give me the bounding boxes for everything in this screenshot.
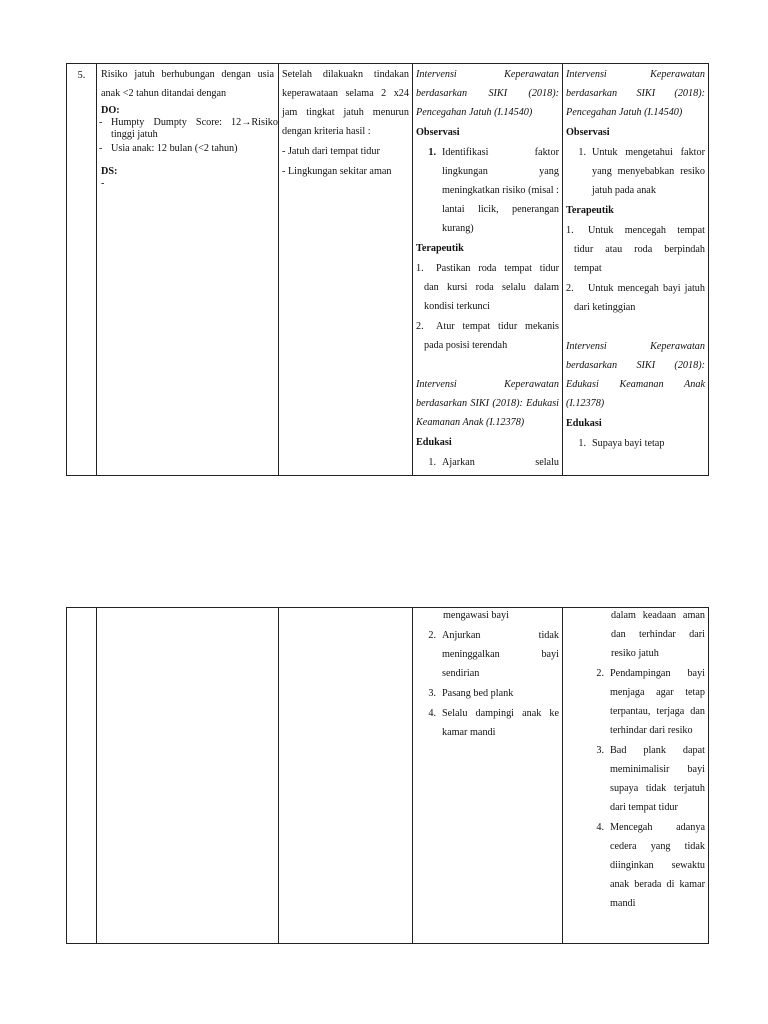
siki-reference: Intervensi Keperawatan berdasarkan SIKI (2018): Edukasi Keamanan Anak (I.12378) [566,341,705,409]
diagnosis-cell [97,608,279,944]
list-item: 2. Anjurkan tidak meninggalkan bayi sendirian [428,630,559,679]
list-item: 2. Atur tempat tidur mekanis pada posisi terendah [416,321,559,351]
siki-reference: Intervensi Keperawatan berdasarkan SIKI (2018): Pencegahan Jatuh (I.14540) [416,69,559,118]
outcome-intro: Setelah dilakuakn tindakan keperawataan selama 2 x24 jam tingkat jatuh menurun dengan kriteria hasil : [282,69,409,137]
terapeutik-label: Terapeutik [566,205,614,216]
do-list [97,117,278,155]
rationale-cell [563,64,709,476]
list-item: 1. Pastikan roda tempat tidur dan kursi roda selalu dalam kondisi terkunci [416,263,559,312]
diagnosis-statement: Risiko jatuh berhubungan dengan usia anak <2 tahun ditandai dengan [101,69,274,99]
edukasi-label: Edukasi [566,418,602,429]
list-item: 3. Bad plank dapat meminimalisir bayi supaya tidak terjatuh dari tempat tidur [596,745,705,813]
diagnosis-cell [97,64,279,476]
list-item: 1. Untuk mencegah tempat tidur atau roda berpindah tempat [566,225,705,274]
list-item: 4. Selalu dampingi anak ke kamar mandi [428,708,559,738]
list-item: 1. Identifikasi faktor lingkungan yang meningkatkan risiko (misal : lantai licik, penerangan kurang) [428,147,559,234]
outcome-item: - Lingkungan sekitar aman [282,166,392,177]
care-plan-table-page-2 [66,607,709,944]
table-row [67,608,709,944]
number-cell [67,64,97,476]
table-row [67,64,709,476]
list-item: 4. Mencegah adanya cedera yang tidak diinginkan sewaktu anak berada di kamar mandi [596,822,705,909]
terapeutik-label: Terapeutik [416,243,464,254]
list-item: 1. Supaya bayi tetap [578,438,665,449]
list-item: - Humpty Dumpty Score: 12→Risiko tinggi jatuh [99,117,278,140]
continuation-text: mengawasi bayi [443,610,509,621]
row-number: 5. [77,70,86,81]
number-cell [67,608,97,944]
observasi-label: Observasi [416,127,460,138]
outcome-cell [279,64,413,476]
list-item: 2. Pendampingan bayi menjaga agar tetap terpantau, terjaga dan terhindar dari resiko [596,668,705,736]
list-item: - Usia anak: 12 bulan (<2 tahun) [99,143,238,154]
ds-value: - [101,178,105,189]
continuation-text: dalam keadaan aman dan terhindar dari resiko jatuh [611,610,705,659]
intervention-cell [413,608,563,944]
list-item: 2. Untuk mencegah bayi jatuh dari ketinggian [566,283,705,313]
siki-reference: Intervensi Keperawatan berdasarkan SIKI (2018): Edukasi Keamanan Anak (I.12378) [416,379,559,428]
outcome-item: - Jatuh dari tempat tidur [282,146,380,157]
outcome-cell [279,608,413,944]
siki-reference: Intervensi Keperawatan berdasarkan SIKI (2018): Pencegahan Jatuh (I.14540) [566,69,705,118]
list-item: 1. Ajarkan selalu [428,457,559,468]
list-item: 1. Untuk mengetahui faktor yang menyebabkan resiko jatuh pada anak [578,147,705,196]
ds-label: DS: [101,166,118,177]
list-item: 3. Pasang bed plank [428,688,514,699]
do-label: DO: [101,105,120,116]
edukasi-label: Edukasi [416,437,452,448]
rationale-cell [563,608,709,944]
intervention-cell [413,64,563,476]
care-plan-table-page-1 [66,63,709,476]
observasi-label: Observasi [566,127,610,138]
